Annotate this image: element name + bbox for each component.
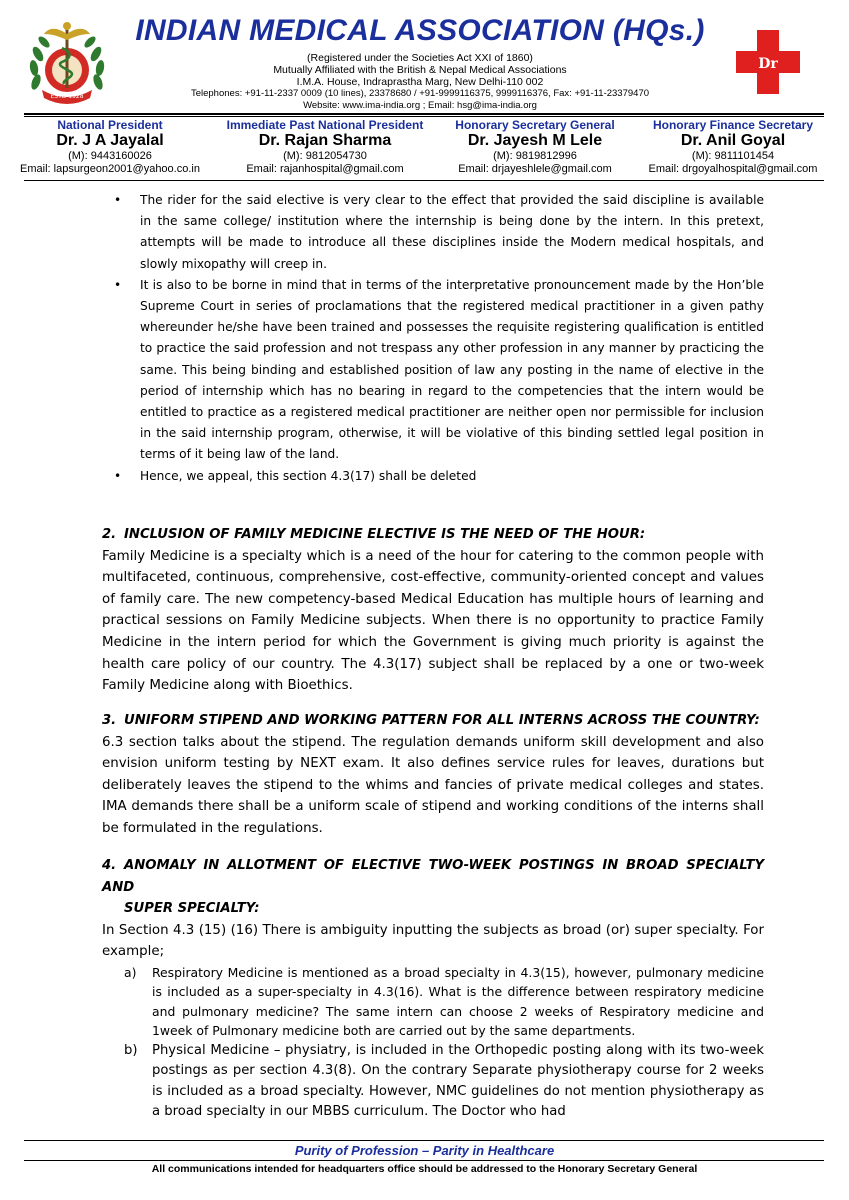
officer-phone: (M): 9443160026 (68, 150, 152, 162)
section-anomaly-elective (102, 855, 764, 1123)
affiliation-line: Mutually Affiliated with the British & Nepal Medical Associations (273, 64, 567, 76)
item-label: b) (124, 1042, 138, 1058)
section-heading-text: UNIFORM STIPEND AND WORKING PATTERN FOR ALL INTERNS ACROSS THE COUNTRY: (124, 713, 760, 728)
officer-finance-secretary (638, 118, 828, 176)
section-heading-text: ANOMALY IN ALLOTMENT OF ELECTIVE TWO-WEEK POSTINGS IN BROAD SPECIALTY AND (102, 858, 764, 895)
bullet-text: The rider for the said elective is very clear to the effect that provided the said discipline is available in the same college/ institution where the internship is being done by the intern. In this pretext, attempts will be made to introduce all these disciplines inside the Modern medical hospitals, and slowly mixopathy will creep in. (140, 193, 764, 271)
bullet-text: It is also to be borne in mind that in terms of the interpretative pronouncement made by the Hon’ble Supreme Court in series of proclamations that the registered medical practitioner in a given pathy whereunder he/she have been trained and possesses the requisite registering qualification is entitled to practice the said profession and not trespass any other profession in any manner by practicing the same. This being binding and established position of law any posting in the name of elective in the period of internship which has no bearing in regard to the competencies that the intern would be entitled to practice as a registered medical practitioner are neither open nor permissible for inclusion in the said internship program, otherwise, it will be violative of this binding settled legal position in terms of it being law of the land. (140, 277, 764, 462)
header-divider-thin (24, 116, 824, 117)
officer-name: Dr. Rajan Sharma (258, 132, 392, 149)
bullet-dot: • (114, 468, 122, 483)
list-item (102, 1041, 764, 1123)
officer-email: Email: rajanhospital@gmail.com (246, 163, 404, 175)
bullet-section (102, 190, 764, 487)
officer-name: Dr. J A Jayalal (56, 132, 164, 149)
address-line: I.M.A. House, Indraprastha Marg, New Delhi-110 002 (296, 76, 544, 88)
officer-name: Dr. Anil Goyal (680, 132, 786, 149)
list-item (102, 275, 764, 466)
section-body: Family Medicine is a specialty which is a need of the hour for catering to the common people with multifaceted, continuous, comprehensive, cost-effective, community-oriented concept and values of family care. The new competency-based Medical Education has multiple hours of learning and practical sessions on Family Medicine subjects. When there is no opportunity to practice Family Medicine in the intern period for which the Government is giving much priority is against the health care policy of our country. The 4.3(17) subject shall be replaced by a one or two-week Family Medicine along with Bioethics. (102, 548, 764, 694)
officer-role: National President (57, 118, 163, 132)
section-heading (102, 524, 764, 546)
section-uniform-stipend (102, 710, 764, 840)
section-number: 4. (102, 858, 117, 873)
telephone-line: Telephones: +91-11-2337 0009 (10 lines), 23378680 / +91-9999116375, 9999116376, Fax: +91-11-23379470 (190, 88, 650, 99)
registration-line: (Registered under the Societies Act XXI of 1860) (307, 52, 533, 64)
item-text: Respiratory Medicine is mentioned as a broad specialty in 4.3(15), however, pulmonary medicine is included as a super-specialty in 4.3(16). What is the difference between respiratory medicine and pulmonary medicine? The same intern can choose 2 weeks of Respiratory medicine and 1week of Pulmonary medicine both are carried out by the same departments. (152, 964, 764, 1039)
list-item (102, 466, 764, 487)
footer-divider-lower (24, 1160, 824, 1161)
header-divider (24, 113, 824, 115)
officer-email: Email: lapsurgeon2001@yahoo.co.in (20, 163, 200, 175)
officer-role: Immediate Past National President (226, 118, 424, 132)
officer-national-president (20, 118, 200, 176)
section-number: 3. (102, 713, 117, 728)
ima-emblem-logo (24, 14, 110, 106)
section-heading (102, 855, 764, 898)
bullet-dot: • (114, 277, 122, 292)
officer-secretary-general (445, 118, 625, 176)
section-body: In Section 4.3 (15) (16) There is ambiguity inputting the subjects as broad (or) super specialty. For example; (102, 922, 764, 960)
item-label: a) (124, 964, 137, 980)
logo-year-text: ESTD 1928 (50, 93, 84, 100)
officer-email: Email: drjayeshlele@gmail.com (458, 163, 612, 175)
item-text: Physical Medicine – physiatry, is included in the Orthopedic posting along with its two-week postings as per section 4.3(8). On the contrary Separate physiotherapy course for 2 weeks is included as a broad specialty. However, NMC guidelines do not mention physiotherapy as a broad specialty in our MBBS curriculum. The Doctor who had (152, 1042, 764, 1120)
officers-divider (24, 180, 824, 181)
footer-divider (24, 1140, 824, 1141)
list-item (102, 963, 764, 1041)
officer-name: Dr. Jayesh M Lele (467, 132, 603, 149)
officer-past-president (225, 118, 425, 176)
bullet-list (102, 190, 764, 487)
officer-email: Email: drgoyalhospital@gmail.com (648, 163, 818, 175)
red-cross-dr-icon (736, 30, 800, 94)
officer-role: Honorary Secretary General (455, 118, 615, 132)
website-line: Website: www.ima-india.org ; Email: hsg@ima-india.org (303, 100, 537, 111)
section-heading-continued: SUPER SPECIALTY: (124, 901, 260, 917)
section-body: 6.3 section talks about the stipend. The regulation demands uniform skill development and also envision uniform testing by NEXT exam. It also defines service rules for leaves, durations but deliberately leaves the stipend to the whims and fancies of private medical colleges and states. IMA demands there shall be a uniform scale of stipend and working conditions of the interns shall be formulated in the regulations. (102, 734, 764, 836)
officer-role: Honorary Finance Secretary (652, 118, 814, 132)
org-title: INDIAN MEDICAL ASSOCIATION (HQs.) (135, 14, 705, 47)
section-family-medicine (102, 524, 764, 697)
list-item (102, 190, 764, 275)
officer-phone: (M): 9819812996 (493, 150, 577, 162)
example-list (102, 963, 764, 1123)
section-number: 2. (102, 527, 117, 542)
section-heading-text: INCLUSION OF FAMILY MEDICINE ELECTIVE IS THE NEED OF THE HOUR: (124, 527, 646, 542)
letterhead (0, 0, 849, 112)
footer-note: All communications intended for headquarters office should be addressed to the Honorary Secretary General (151, 1163, 698, 1175)
cross-dr-text: Dr (758, 56, 778, 72)
org-details (120, 52, 720, 112)
officer-phone: (M): 9812054730 (283, 150, 367, 162)
office-bearers (20, 118, 830, 178)
bullet-text: Hence, we appeal, this section 4.3(17) shall be deleted (140, 468, 477, 483)
bullet-dot: • (114, 193, 122, 207)
section-heading (102, 710, 764, 732)
footer-motto: Purity of Profession – Parity in Healthcare (294, 1143, 555, 1158)
officer-phone: (M): 9811101454 (691, 150, 775, 162)
